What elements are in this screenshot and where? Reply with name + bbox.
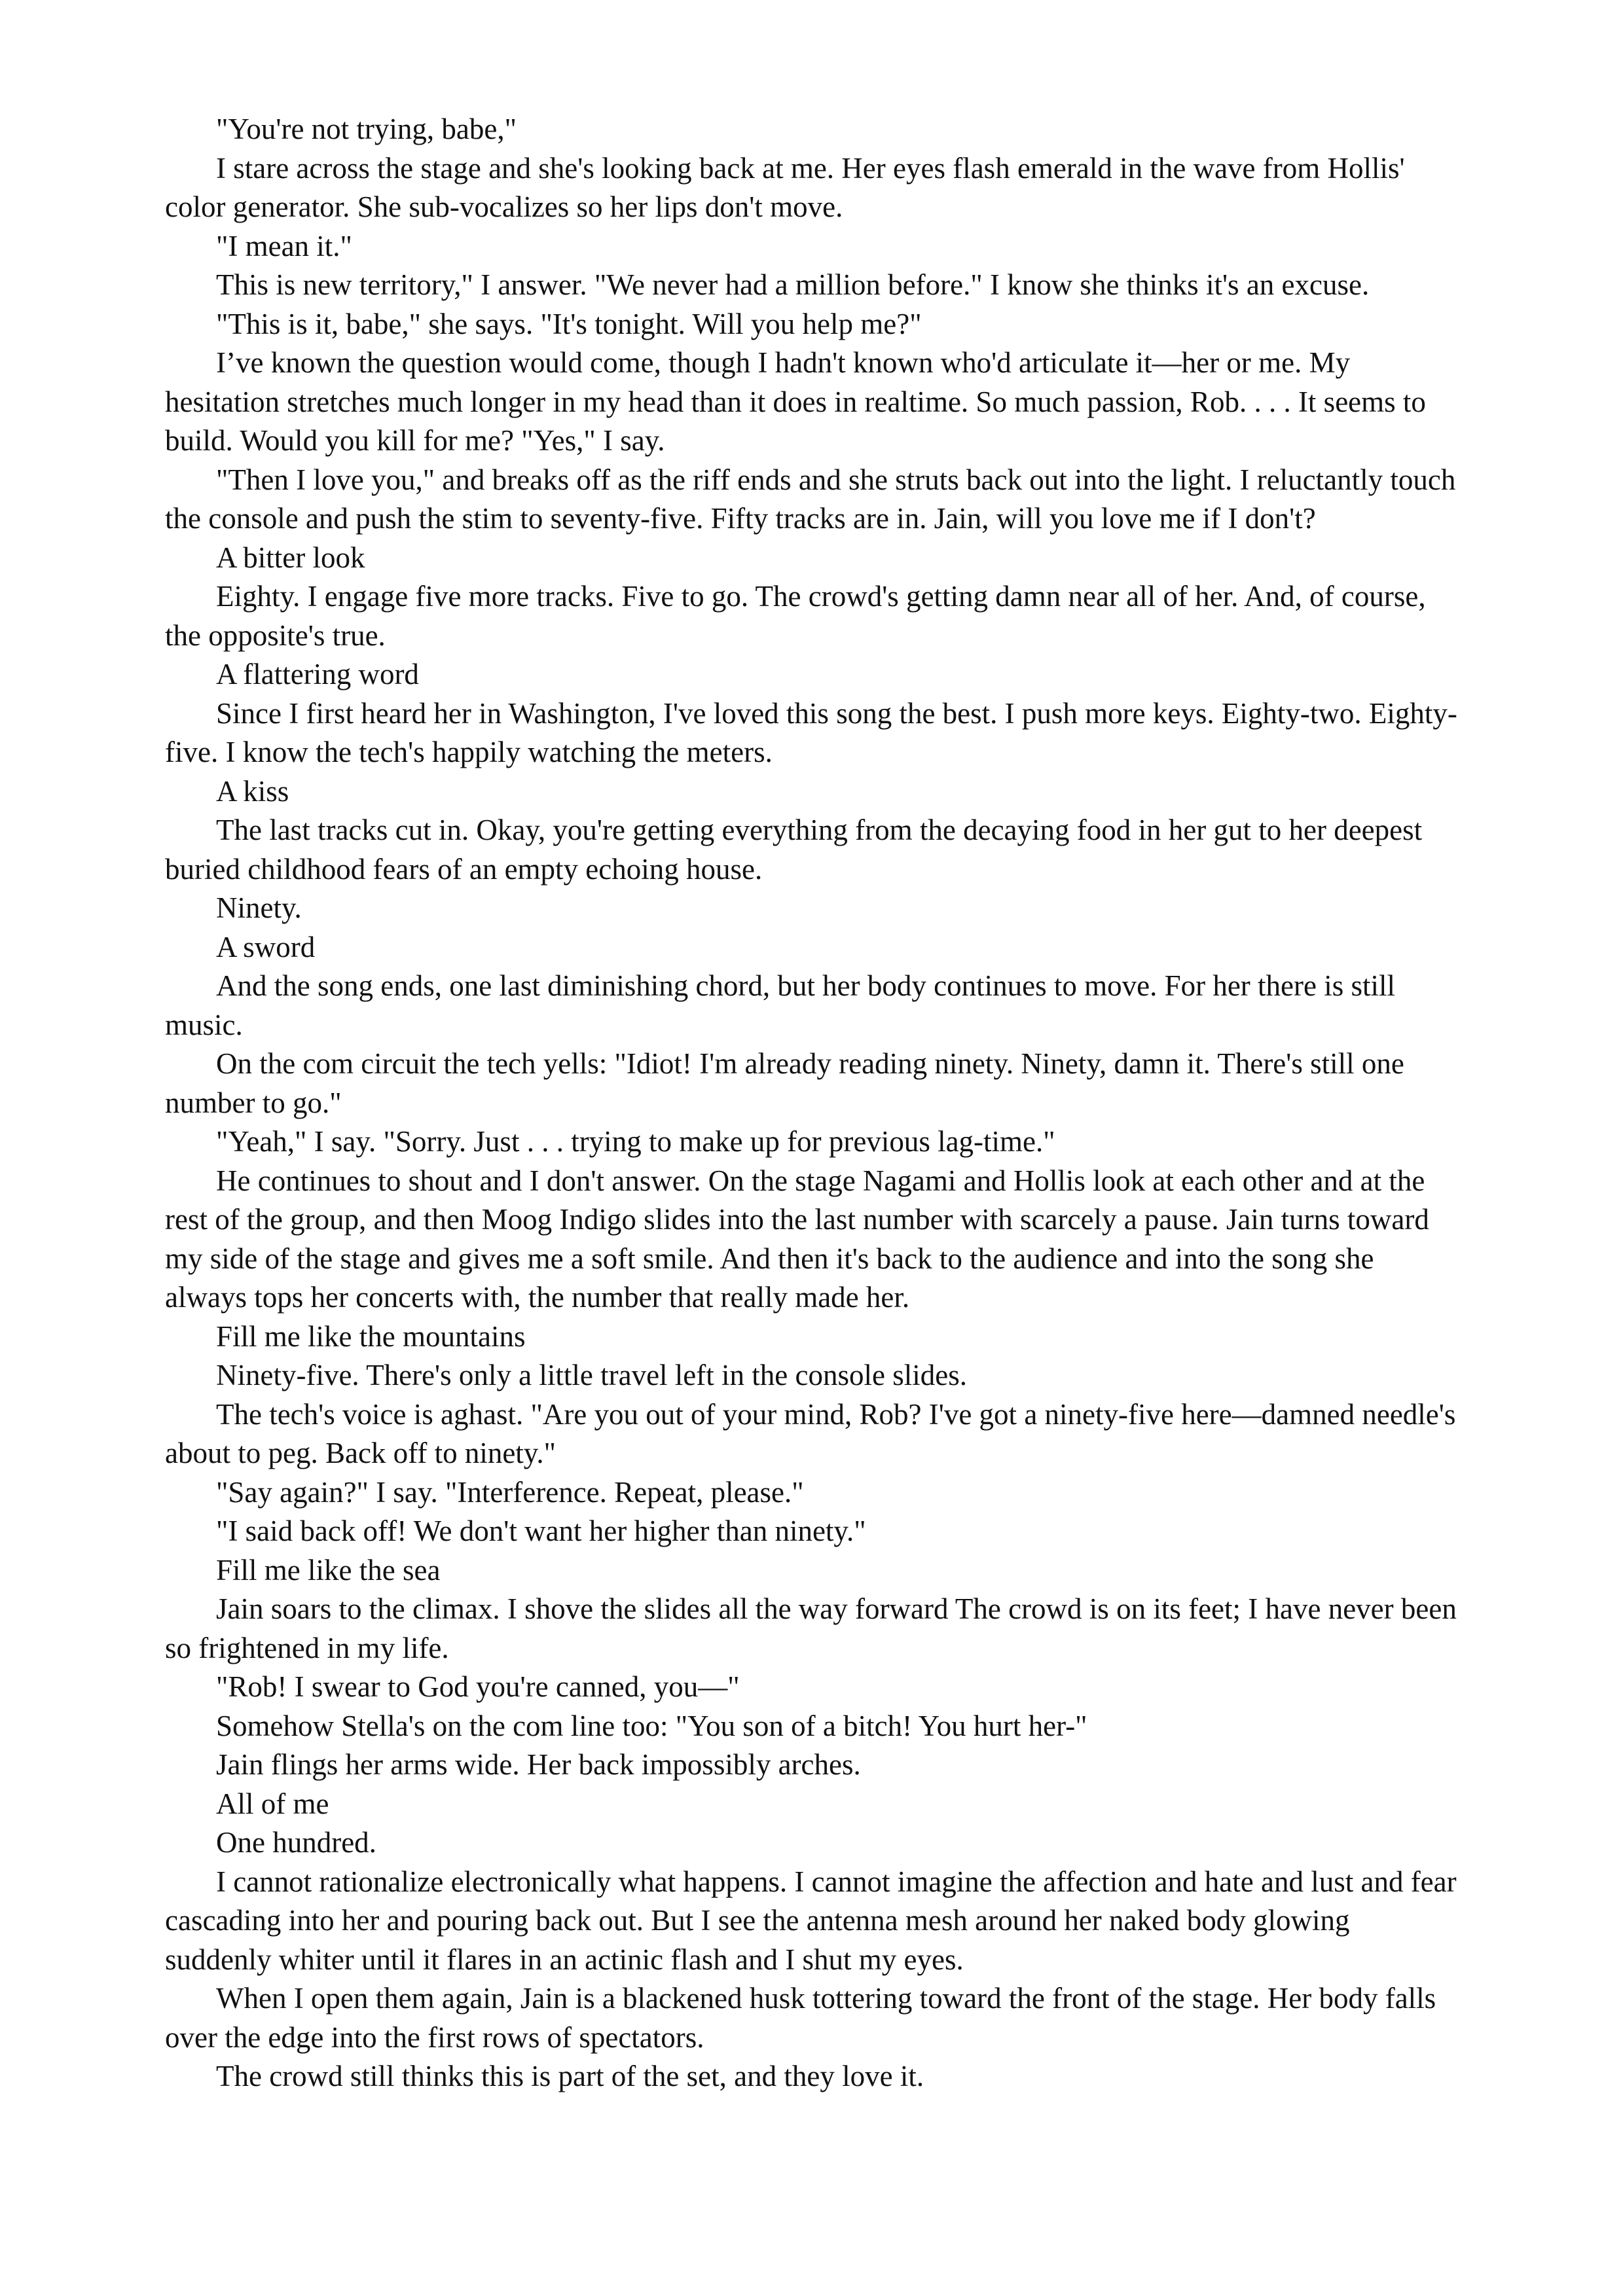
paragraph: The crowd still thinks this is part of the set, and they love it. [216,2060,924,2092]
paragraph: "You're not trying, babe," [216,113,517,145]
paragraph: When I open them again, Jain is a blackened husk tottering toward the front of the stage. Her body falls over the edge into the first rows of spectators. [165,1982,1436,2054]
song-lyric: Fill me like the sea [216,1553,441,1587]
paragraph: He continues to shout and I don't answer. On the stage Nagami and Hollis look at each other and at the rest of the group, and then Moog Indigo slides into the last number with scarcely a pause. Jain turns toward my side of the stage and gives me a soft smile. And then it's back to the audience and into the song she always tops her concerts with, the number that really made her. [165,1164,1429,1314]
paragraph: This is new territory," I answer. "We never had a million before." I know she thinks it's an excuse. [216,268,1370,301]
paragraph: I’ve known the question would come, though I hadn't known who'd articulate it—her or me. My hesitation stretches much longer in my head than it does in realtime. So much passion, Rob. . . . It seems to build. Would you kill for me? "Yes," I say. [165,346,1426,457]
paragraph: "Then I love you," and breaks off as the riff ends and she struts back out into the light. I reluctantly touch the console and push the stim to seventy-five. Fifty tracks are in. Jain, will you love me if I don't? [165,463,1456,535]
paragraph: Since I first heard her in Washington, I've loved this song the best. I push more keys. Eighty-two. Eighty-five. I know the tech's happily watching the meters. [165,696,1457,768]
paragraph: "This is it, babe," she says. "It's tonight. Will you help me?" [216,307,922,340]
song-lyric: A kiss [216,774,289,808]
song-lyric: A sword [216,930,316,963]
paragraph: Jain flings her arms wide. Her back impossibly arches. [216,1748,861,1781]
paragraph: Eighty. I engage five more tracks. Five to go. The crowd's getting damn near all of her. And, of course, the opposite's true. [165,580,1426,652]
song-lyric: A bitter look [216,541,365,574]
paragraph: The tech's voice is aghast. "Are you out of your mind, Rob? I've got a ninety-five here—damned needle's about to peg. Back off to ninety." [165,1397,1456,1469]
song-lyric: Fill me like the mountains [216,1319,526,1353]
story-text [165,110,1458,2096]
paragraph: "Yeah," I say. "Sorry. Just . . . trying to make up for previous lag-time." [216,1125,1055,1158]
paragraph: Jain soars to the climax. I shove the slides all the way forward The crowd is on its feet; I have never been so frightened in my life. [165,1592,1457,1664]
paragraph: Ninety-five. There's only a little travel left in the console slides. [216,1359,967,1391]
paragraph: The last tracks cut in. Okay, you're getting everything from the decaying food in her gut to her deepest buried childhood fears of an empty echoing house. [165,814,1423,886]
paragraph: I cannot rationalize electronically what happens. I cannot imagine the affection and hate and lust and fear cascading into her and pouring back out. But I see the antenna mesh around her naked body glowing suddenly whiter until it flares in an actinic flash and I shut my eyes. [165,1865,1457,1976]
paragraph: I stare across the stage and she's looking back at me. Her eyes flash emerald in the wave from Hollis' color generator. She sub-vocalizes so her lips don't move. [165,151,1405,223]
paragraph: Ninety. [216,891,302,924]
paragraph: "Rob! I swear to God you're canned, you—" [216,1670,740,1703]
paragraph: And the song ends, one last diminishing chord, but her body continues to move. For her there is still music. [165,969,1396,1041]
paragraph: "I mean it." [216,229,352,262]
song-lyric: All of me [216,1787,329,1820]
paragraph: "I said back off! We don't want her higher than ninety." [216,1515,866,1547]
song-lyric: A flattering word [216,658,419,691]
paragraph: On the com circuit the tech yells: "Idiot! I'm already reading ninety. Ninety, damn it. There's still one number to go." [165,1047,1404,1119]
paragraph: One hundred. [216,1826,376,1859]
paragraph: "Say again?" I say. "Interference. Repeat, please." [216,1475,804,1509]
paragraph: Somehow Stella's on the com line too: "You son of a bitch! You hurt her-" [216,1709,1087,1742]
